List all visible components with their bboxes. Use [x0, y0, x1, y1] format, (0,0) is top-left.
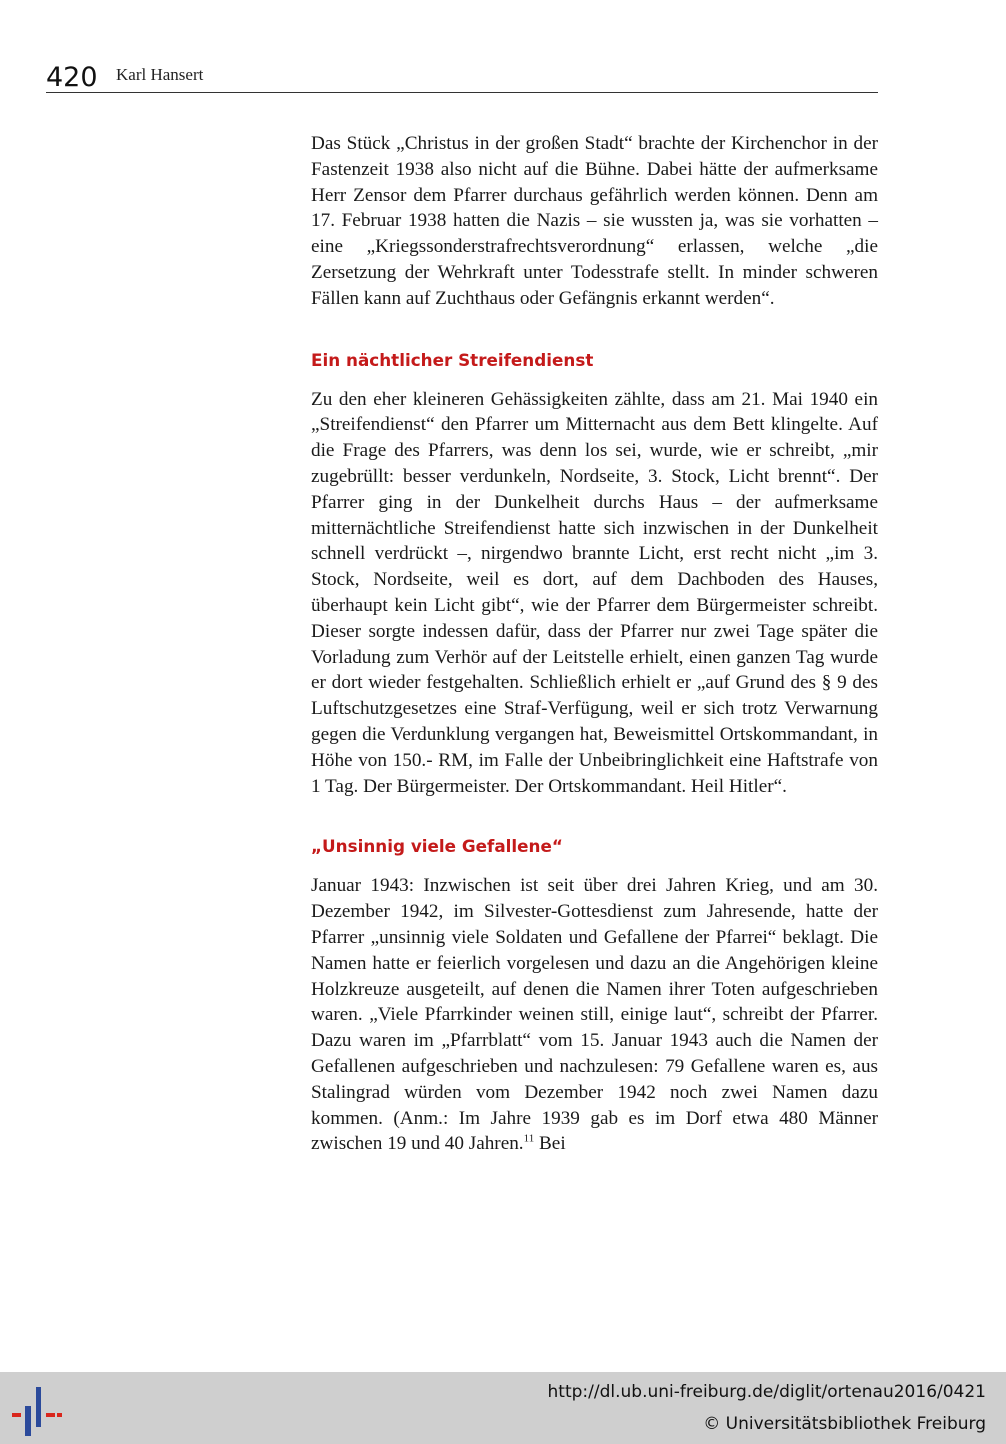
permalink-url[interactable]: http://dl.ub.uni-freiburg.de/diglit/ortenau2016/0421	[547, 1382, 986, 1402]
section-heading-gefallene: „Unsinnig viele Gefallene“	[311, 836, 563, 857]
paragraph-streifendienst: Zu den eher kleineren Gehässigkeiten zählte, dass am 21. Mai 1940 ein „Streifendienst“ den Pfarrer um Mitternacht aus dem Bett klingelte. Auf die Frage des Pfarrers, was denn los sei, wurde, wie er schreibt, „mir zugebrüllt: besser verdunkeln, Nordseite, 3. Stock, Licht brennt“. Der Pfarrer ging in der Dunkelheit durchs Haus – der aufmerksame mitternächtliche Streifendienst hatte sich inzwischen in der Dunkelheit schnell verdrückt –, nirgendwo brannte Licht, erst recht nicht „im 3. Stock, Nordseite, weil es dort, auf dem Dachboden des Hauses, überhaupt kein Licht gibt“, wie der Pfarrer dem Bürgermeister schreibt. Dieser sorgte indessen dafür, dass der Pfarrer nur zwei Tage später die Vorladung zum Verhör auf der Leitstelle erhielt, einen ganzen Tag wurde er dort wieder festgehalten. Schließlich erhielt er „auf Grund des § 9 des Luftschutzgesetzes eine Straf-Verfügung, weil er sich trotz Verwarnung gegen die Verdunklung vergangen hat, Beweismittel Ortskommandant, in Höhe von 150.- RM, im Falle der Unbeibringlichkeit eine Haftstrafe von 1 Tag. Der Bürgermeister. Der Ortskommandant. Heil Hitler“.	[311, 388, 878, 797]
running-head-author: Karl Hansert	[116, 65, 204, 84]
ub-freiburg-logo-icon	[12, 1382, 64, 1436]
page-number: 420	[46, 62, 98, 93]
page-header	[46, 60, 878, 93]
paragraph-gefallene-text: Januar 1943: Inzwischen ist seit über drei Jahren Krieg, und am 30. Dezember 1942, im Silvester-Gottesdienst zum Jahresende, hatte der Pfarrer „unsinnig viele Soldaten und Gefallene der Pfarrei“ beklagt. Die Namen hatte er feierlich vorgelesen und dazu an die Angehörigen kleine Holzkreuze ausgeteilt, auf denen die Namen ihrer Toten aufgeschrieben waren. „Viele Pfarrkinder weinen still, einige laut“, schreibt der Pfarrer. Dazu waren im „Pfarrblatt“ vom 15. Januar 1943 auch die Namen der Gefallenen aufgeschrieben und nachzulesen: 79 Gefallene waren es, aus Stalingrad würden vom Dezember 1942 noch zwei Namen dazu kommen. (Anm.: Im Jahre 1939 gab es im Dorf etwa 480 Männer zwischen 19 und 40 Jahren.	[311, 875, 878, 1155]
copyright-notice: © Universitätsbibliothek Freiburg	[703, 1414, 986, 1434]
article-body	[311, 131, 878, 1157]
paragraph-gefallene-tail: Bei	[534, 1133, 566, 1155]
library-footer-band	[0, 1372, 1006, 1444]
paragraph-intro: Das Stück „Christus in der großen Stadt“ brachte der Kirchenchor in der Fastenzeit 1938 also nicht auf die Bühne. Dabei hätte der aufmerksame Herr Zensor dem Pfarrer durchaus gefährlich werden können. Denn am 17. Februar 1938 hatten die Nazis – sie wussten ja, was sie vorhatten – eine „Kriegssonderstrafrechtsverordnung“ erlassen, welche „die Zersetzung der Wehrkraft unter Todesstrafe stellt. In minder schweren Fällen kann auf Zuchthaus oder Gefängnis erkannt werden“.	[311, 133, 878, 309]
footnote-reference[interactable]: 11	[523, 1132, 535, 1145]
section-heading-streifendienst: Ein nächtlicher Streifendienst	[311, 349, 594, 370]
paragraph-gefallene	[311, 873, 878, 1157]
